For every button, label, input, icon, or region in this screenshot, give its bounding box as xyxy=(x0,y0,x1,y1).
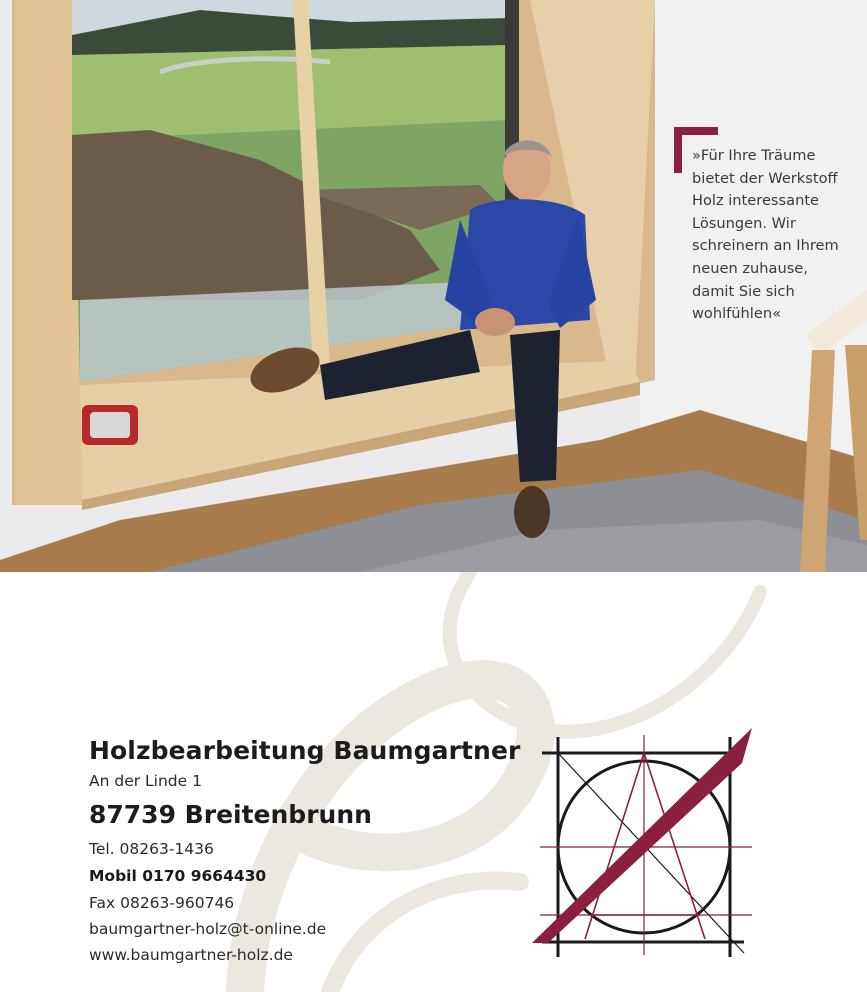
company-name: Holzbearbeitung Baumgartner xyxy=(89,736,521,765)
city-postal: 87739 Breitenbrunn xyxy=(89,800,372,829)
email-address[interactable]: baumgartner-holz@t-online.de xyxy=(89,920,327,938)
phone-number: Tel. 08263-1436 xyxy=(89,840,214,858)
fax-number: Fax 08263-960746 xyxy=(89,894,235,912)
website-link[interactable]: www.baumgartner-holz.de xyxy=(89,946,293,964)
street-address: An der Linde 1 xyxy=(89,772,202,790)
mobile-number: Mobil 0170 9664430 xyxy=(89,867,267,885)
quote-text: »Für Ihre Träume bietet der Werkstoff Holz interessante Lösungen. Wir schreinern an Ihrem neuen zuhause, damit Sie sich wohlfühlen« xyxy=(692,147,839,323)
company-logo xyxy=(530,725,755,957)
